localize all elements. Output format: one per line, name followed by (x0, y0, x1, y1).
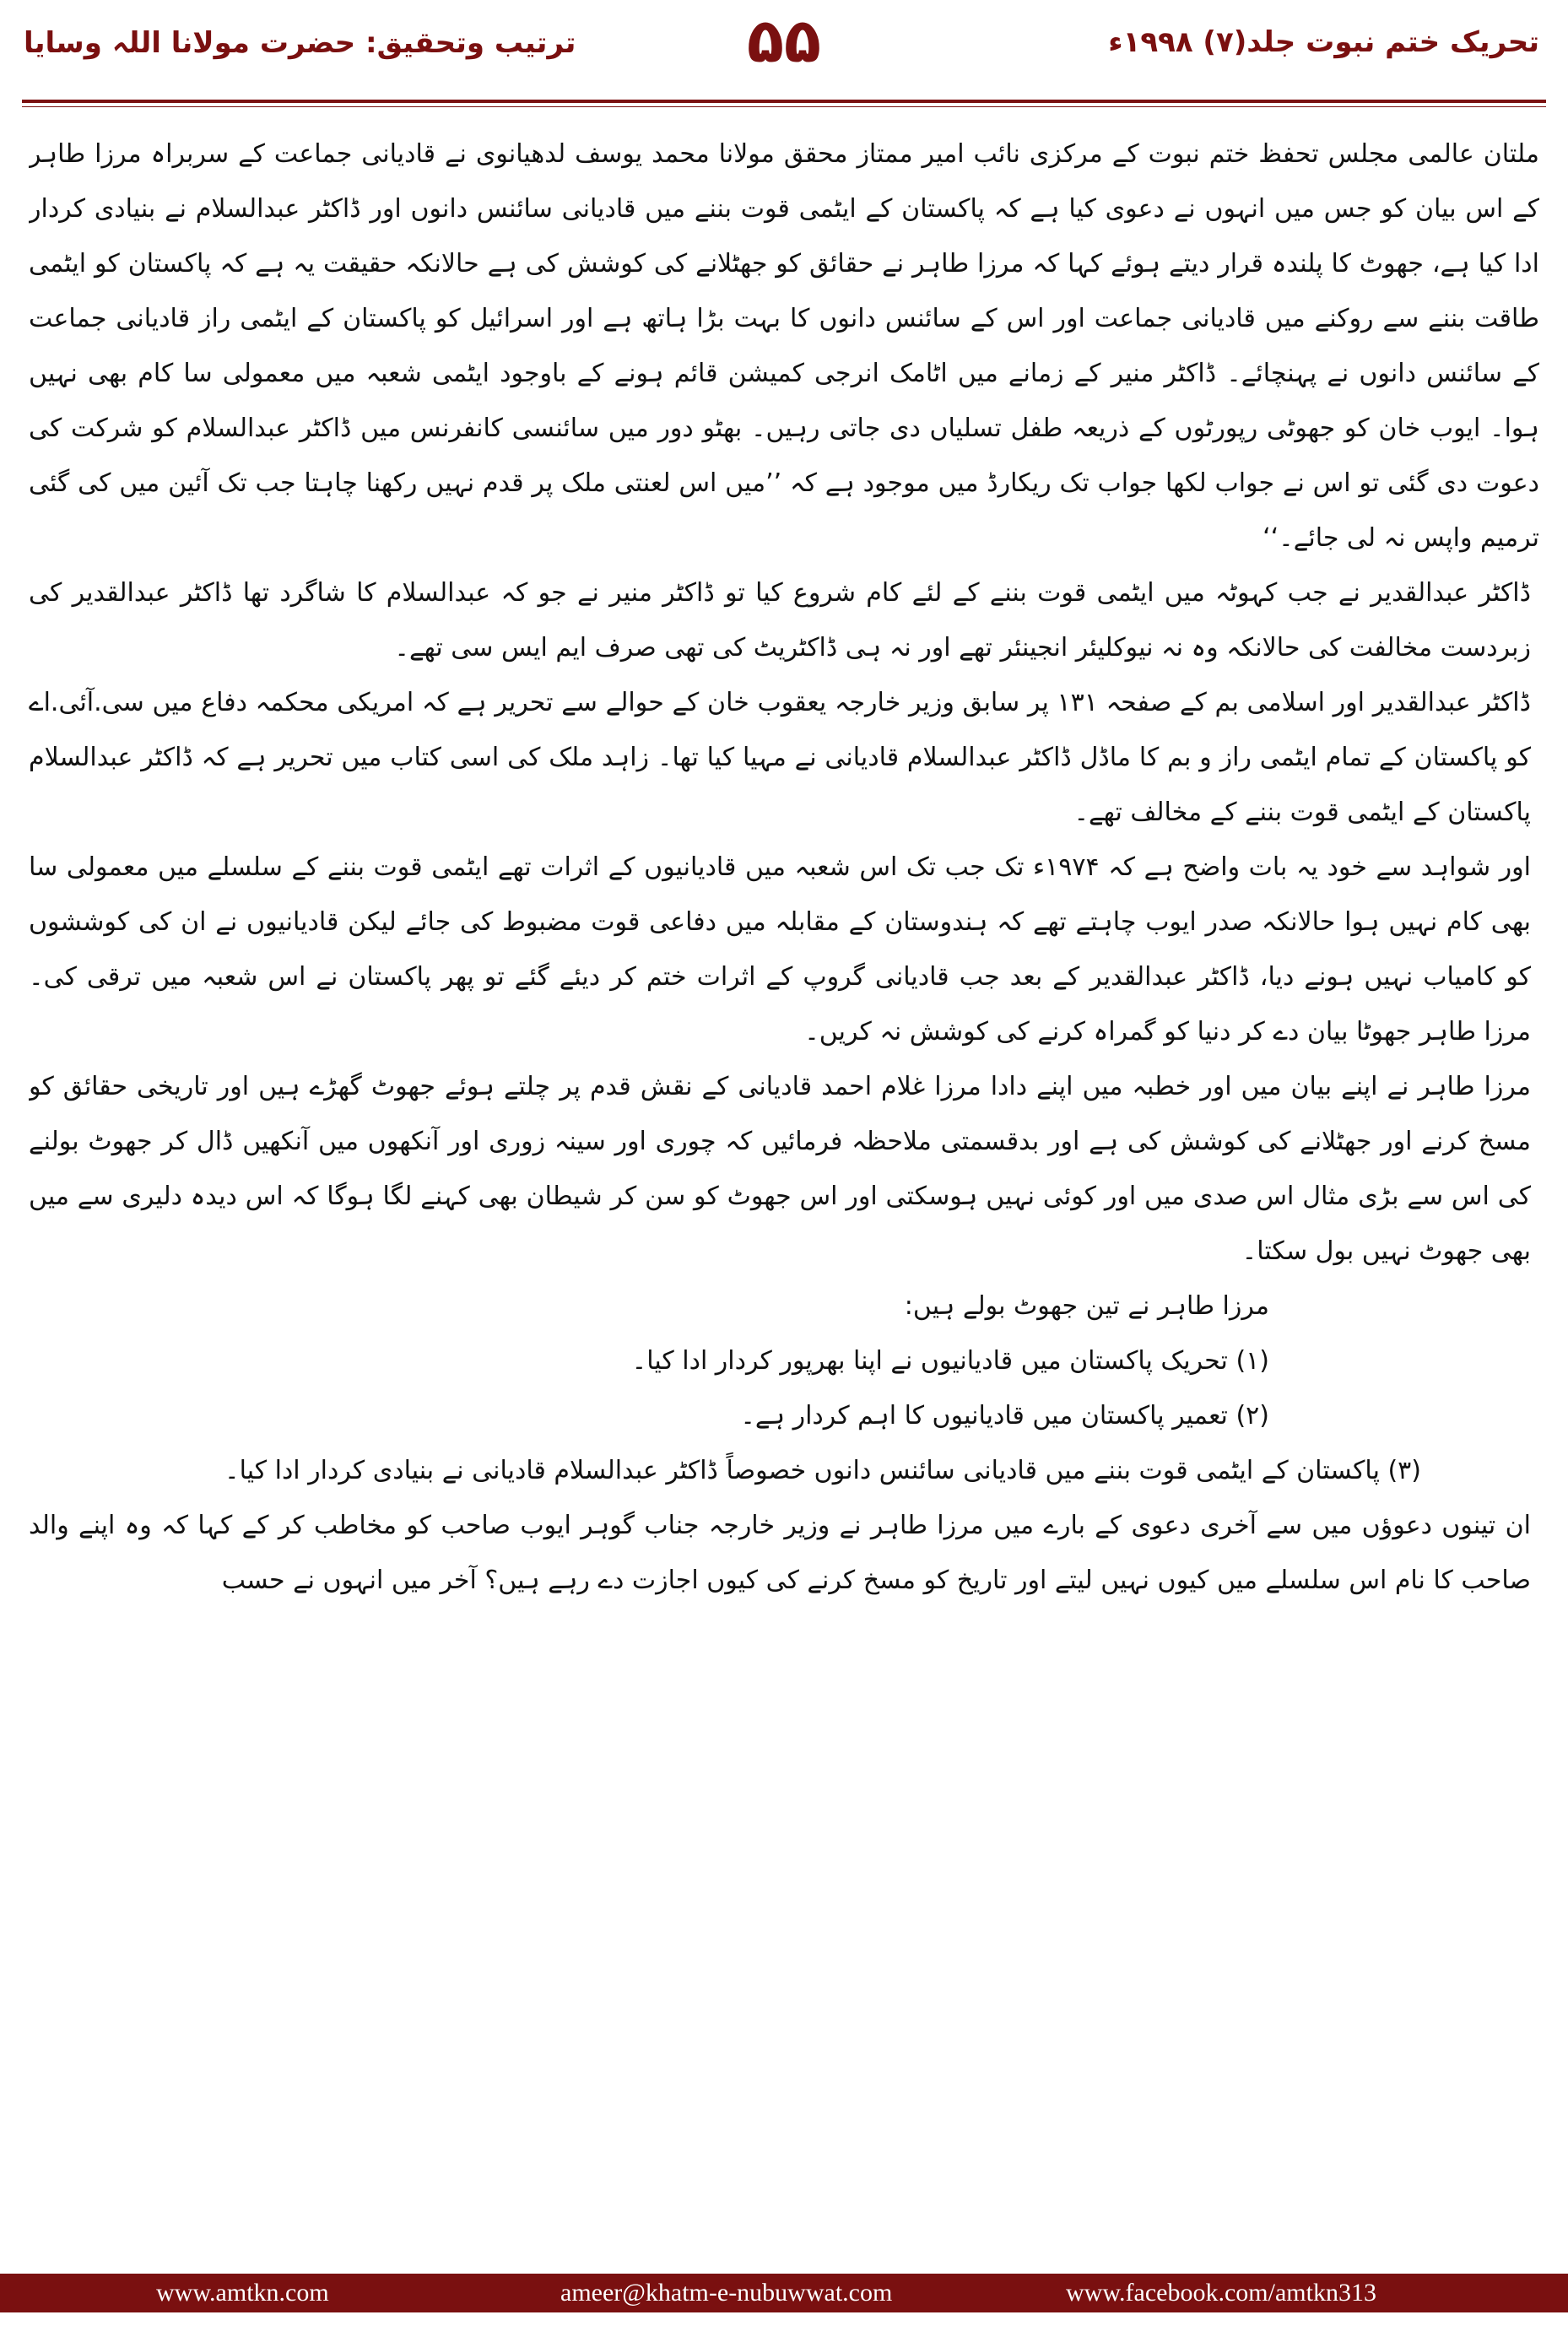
paragraph: ڈاکٹر عبدالقدیر نے جب کہوٹہ میں ایٹمی قوت بننے کے لئے کام شروع کیا تو ڈاکٹر منیر نے جو کہ عبدالسلام کا شاگرد تھا ڈاکٹر عبدالقدیر کی زبردست مخالفت کی حالانکہ وہ نہ نیوکلیئر انجینئر تھے اور نہ ہی ڈاکٹریٹ کی تھی صرف ایم ایس سی تھے۔ (29, 578, 1531, 663)
compiler-credit: ترتیب وتحقیق: حضرت مولانا اللہ وسایا (24, 26, 576, 60)
page-header (0, 0, 1568, 101)
paragraph: ان تینوں دعوؤں میں سے آخری دعوی کے بارے میں مرزا طاہر نے وزیر خارجہ جناب گوہر ایوب صاحب کو مخاطب کر کے کہا کہ وہ اپنے والد صاحب کا نام اس سلسلے میں کیوں نہیں لیتے اور تاریخ کو مسخ کرنے کی کیوں اجازت دے رہے ہیں؟ آخر میں انہوں نے حسب (29, 1511, 1531, 1595)
page-footer (0, 2274, 1568, 2312)
list-item: (۲) تعمیر پاکستان میں قادیانیوں کا اہم کردار ہے۔ (740, 1401, 1269, 1431)
paragraph: ملتان عالمی مجلس تحفظ ختم نبوت کے مرکزی نائب امیر ممتاز محقق مولانا محمد یوسف لدھیانوی نے قادیانی جماعت کے سربراہ مرزا طاہر کے اس بیان کو جس میں انہوں نے دعوی کیا ہے کہ پاکستان کے ایٹمی قوت بننے میں قادیانی سائنس دانوں اور ڈاکٹر عبدالسلام نے بنیادی کردار ادا کیا ہے، جھوٹ کا پلندہ قرار دیتے ہوئے کہا کہ مرزا طاہر نے حقائق کو جھٹلانے کی کوشش کی ہے حالانکہ حقیقت یہ ہے کہ پاکستان کو ایٹمی طاقت بننے سے روکنے میں قادیانی جماعت اور اس کے سائنس دانوں کا بہت بڑا ہاتھ ہے اور اسرائیل کو پاکستان کے ایٹمی راز قادیانی جماعت کے سائنس دانوں نے پہنچائے۔ ڈاکٹر منیر کے زمانے میں اٹامک انرجی کمیشن قائم ہونے کے باوجود ایٹمی شعبہ میں معمولی سا کام بھی نہیں ہوا۔ ایوب خان کو جھوٹی رپورٹوں کے ذریعہ طفل تسلیاں دی جاتی رہیں۔ بھٹو دور میں سائنسی کانفرنس میں ڈاکٹر عبدالسلام کو شرکت کی دعوت دی گئی تو اس نے جواب لکھا جواب تک ریکارڈ میں موجود ہے کہ ’’میں اس لعنتی ملک پر قدم نہیں رکھنا چاہتا جب تک آئین میں کی گئی ترمیم واپس نہ لی جائے۔‘‘ (29, 139, 1539, 553)
list-intro: مرزا طاہر نے تین جھوٹ بولے ہیں: (904, 1291, 1269, 1321)
book-title: تحریک ختم نبوت جلد(۷) ۱۹۹۸ء (1108, 25, 1539, 59)
paragraph: مرزا طاہر نے اپنے بیان میں اور خطبہ میں اپنے دادا مرزا غلام احمد قادیانی کے نقش قدم پر چلتے ہوئے جھوٹ گھڑے ہیں اور تاریخی حقائق کو مسخ کرنے اور جھٹلانے کی کوشش کی ہے اور بدقسمتی ملاحظہ فرمائیں کہ چوری اور سینہ زوری اور آنکھوں میں آنکھیں ڈال کر جھوٹ بولنے کی اس سے بڑی مثال اس صدی میں اور کوئی نہیں ہوسکتی اور اس جھوٹ کو سن کر شیطان بھی کہنے لگا ہوگا کہ اس دیدہ دلیری سے میں بھی جھوٹ نہیں بول سکتا۔ (29, 1072, 1531, 1266)
claims-list (29, 1279, 1539, 1443)
header-rule-thin (22, 106, 1546, 107)
list-item: (۳) پاکستان کے ایٹمی قوت بننے میں قادیانی سائنس دانوں خصوصاً ڈاکٹر عبدالسلام قادیانی نے بنیادی کردار ادا کیا۔ (224, 1456, 1421, 1485)
page-number: ۵۵ (747, 5, 821, 76)
paragraph: ڈاکٹر عبدالقدیر اور اسلامی بم کے صفحہ ۱۳۱ پر سابق وزیر خارجہ یعقوب خان کے حوالے سے تحریر ہے کہ امریکی محکمہ دفاع میں سی.آئی.اے کو پاکستان کے تمام ایٹمی راز و بم کا ماڈل ڈاکٹر عبدالسلام قادیانی نے مہیا کیا تھا۔ زاہد ملک کی اسی کتاب میں تحریر ہے کہ ڈاکٹر عبدالسلام پاکستان کے ایٹمی قوت بننے کے مخالف تھے۔ (29, 688, 1531, 827)
website-link[interactable]: www.amtkn.com (156, 2279, 329, 2307)
facebook-link[interactable]: www.facebook.com/amtkn313 (1066, 2279, 1376, 2307)
paragraph: اور شواہد سے خود یہ بات واضح ہے کہ ۱۹۷۴ء تک جب تک اس شعبہ میں قادیانیوں کے اثرات تھے ایٹمی قوت بننے کے سلسلے میں معمولی سا بھی کام نہیں ہوا حالانکہ صدر ایوب چاہتے تھے کہ ہندوستان کے مقابلہ میں دفاعی قوت مضبوط کی جائے لیکن قادیانیوں نے ان کی کوششوں کو کامیاب نہیں ہونے دیا، ڈاکٹر عبدالقدیر کے بعد جب قادیانی گروپ کے اثرات ختم کر دیئے گئے تو پھر پاکستان نے اس شعبہ میں ترقی کی۔ مرزا طاہر جھوٹا بیان دے کر دنیا کو گمراہ کرنے کی کوشش نہ کریں۔ (29, 852, 1531, 1047)
email-link[interactable]: ameer@khatm-e-nubuwwat.com (560, 2279, 893, 2307)
list-item: (۱) تحریک پاکستان میں قادیانیوں نے اپنا بھرپور کردار ادا کیا۔ (631, 1346, 1269, 1376)
header-rule (22, 100, 1546, 103)
article-body (29, 127, 1539, 2203)
